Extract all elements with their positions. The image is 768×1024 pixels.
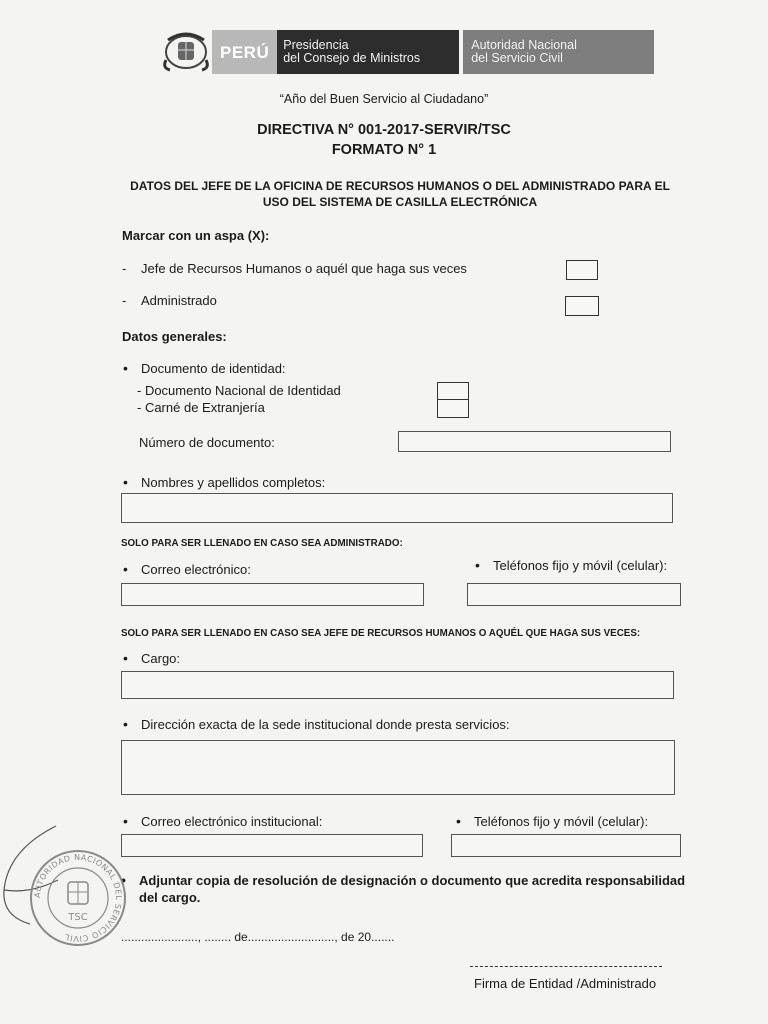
option-administrado-checkbox[interactable] bbox=[565, 296, 599, 316]
mark-instruction: Marcar con un aspa (X): bbox=[122, 228, 270, 243]
telefonos-label: • Teléfonos fijo y móvil (celular): bbox=[493, 558, 667, 573]
jefe-section-heading: SOLO PARA SER LLENADO EN CASO SEA JEFE DE RECURSOS HUMANOS O AQUÉL QUE HAGA SUS VECES: bbox=[121, 628, 641, 639]
num-doc-field[interactable] bbox=[398, 431, 671, 452]
signature-label: Firma de Entidad /Administrado bbox=[474, 976, 657, 991]
servir-label bbox=[463, 30, 654, 74]
dash-marker: - bbox=[122, 261, 127, 276]
format-title: FORMATO N° 1 bbox=[331, 142, 437, 158]
dni-label: - Documento Nacional de Identidad bbox=[137, 383, 341, 398]
adjuntar-line1: • Adjuntar copia de resolución de designación o documento que acredita responsabilidad bbox=[139, 873, 685, 888]
doc-identidad-label: • Documento de identidad: bbox=[141, 361, 286, 376]
date-line: ......................., ........ de.........................., de 20....... bbox=[121, 930, 395, 944]
official-seal-icon bbox=[28, 848, 128, 948]
option-jefe-checkbox[interactable] bbox=[566, 260, 598, 280]
telefonos-field[interactable] bbox=[467, 583, 681, 606]
peru-label: PERÚ bbox=[212, 30, 277, 74]
admin-section-heading: SOLO PARA SER LLENADO EN CASO SEA ADMINISTRADO: bbox=[121, 538, 403, 549]
carne-checkbox[interactable] bbox=[437, 399, 469, 418]
cargo-label: • Cargo: bbox=[141, 651, 180, 666]
form-subtitle: DATOS DEL JEFE DE LA OFICINA DE RECURSOS HUMANOS O DEL ADMINISTRADO PARA EL USO DEL SISTEMA DE CASILLA ELECTRÓNICA bbox=[130, 179, 670, 209]
adjuntar-line2: del cargo. bbox=[139, 890, 201, 905]
direccion-label: • Dirección exacta de la sede institucional donde presta servicios: bbox=[141, 717, 510, 732]
correo-label: • Correo electrónico: bbox=[141, 562, 251, 577]
option-jefe-label: Jefe de Recursos Humanos o aquél que haga sus veces bbox=[141, 261, 467, 276]
nombres-label: • Nombres y apellidos completos: bbox=[141, 475, 325, 490]
header-banner bbox=[160, 30, 654, 74]
motto: “Año del Buen Servicio al Ciudadano” bbox=[279, 92, 489, 106]
cargo-field[interactable] bbox=[121, 671, 674, 699]
pcm-label bbox=[277, 30, 459, 74]
seal-bottom-text: TSC bbox=[68, 912, 88, 923]
signature-line bbox=[470, 966, 662, 967]
servir-line2: del Servicio Civil bbox=[471, 51, 563, 65]
telefonos2-label: • Teléfonos fijo y móvil (celular): bbox=[474, 814, 648, 829]
servir-line1: Autoridad Nacional bbox=[471, 38, 577, 52]
dash-marker: - bbox=[122, 293, 127, 308]
correo-inst-field[interactable] bbox=[121, 834, 423, 857]
directive-title: DIRECTIVA N° 001-2017-SERVIR/TSC bbox=[257, 122, 511, 138]
seal-ring-text: AUTORIDAD NACIONAL DEL SERVICIO CIVIL bbox=[32, 852, 124, 944]
pcm-line1: Presidencia bbox=[283, 38, 349, 52]
option-administrado-label: Administrado bbox=[141, 293, 217, 308]
general-data-heading: Datos generales: bbox=[122, 329, 227, 344]
correo-inst-label: • Correo electrónico institucional: bbox=[141, 814, 322, 829]
direccion-field[interactable] bbox=[121, 740, 675, 795]
carne-label: - Carné de Extranjería bbox=[137, 400, 265, 415]
nombres-field[interactable] bbox=[121, 493, 673, 523]
pcm-line2: del Consejo de Ministros bbox=[283, 51, 421, 65]
num-doc-label: Número de documento: bbox=[139, 435, 275, 450]
correo-field[interactable] bbox=[121, 583, 424, 606]
telefonos2-field[interactable] bbox=[451, 834, 681, 857]
peru-coat-of-arms-icon bbox=[160, 30, 212, 74]
